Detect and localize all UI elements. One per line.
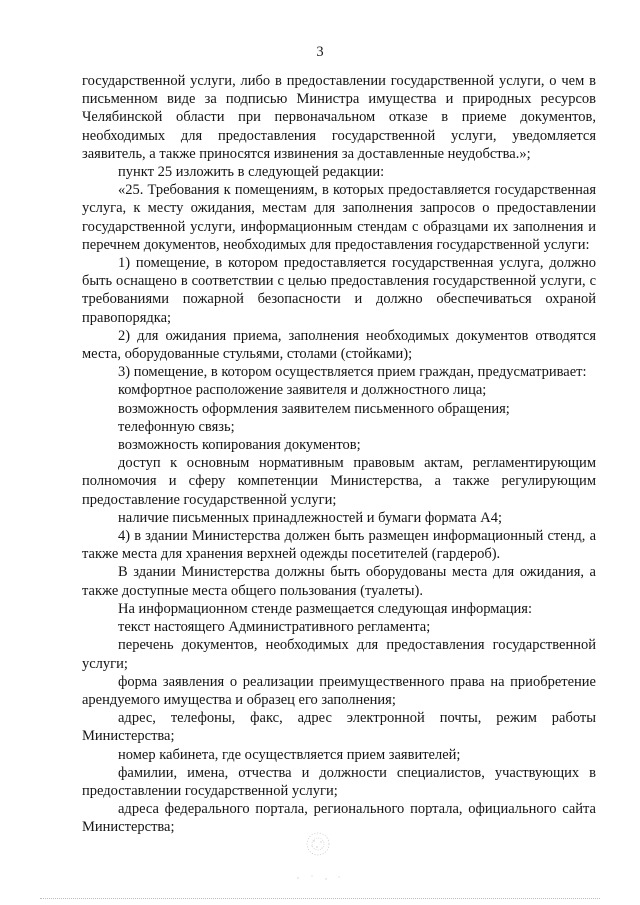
paragraph: пункт 25 изложить в следующей редакции: [118,164,385,181]
paragraph: 1) помещение, в котором предоставляется государственная услуга, должно быть оснащено в соответствии с целью предоставления государственной услуги, с требованиями пожарной безопасности и должно обеспечиваться охраной правопорядка; [82,255,596,326]
paragraph: «25. Требования к помещениям, в которых предоставляется государственная услуга, к месту ожидания, местам для заполнения запросов о предоставлении государственной услуги, информационным стендам с образцами их заполнения и перечнем документов, необходимых для предоставления государственной услуги: [82,182,596,253]
paragraph: текст настоящего Административного регламента; [118,619,431,636]
paragraph: возможность оформления заявителем письменного обращения; [118,400,510,417]
paragraph: 3) помещение, в котором осуществляется прием граждан, предусматривает: [118,364,587,381]
paragraph: перечень документов, необходимых для предоставления государственной услуги; [82,637,596,672]
paragraph: форма заявления о реализации преимущественного права на приобретение арендуемого имущества и образец его заполнения; [82,673,596,708]
paragraph: 4) в здании Министерства должен быть размещен информационный стенд, а также места для хранения верхней одежды посетителей (гардероб). [82,528,596,563]
page-number: 3 [316,44,324,60]
paragraph: номер кабинета, где осуществляется прием заявителей; [118,746,461,763]
paragraph: доступ к основным нормативным правовым актам, регламентирующим полномочия и сферу компетенции Министерства, а также регулирующим предоставление государственной услуги; [82,455,596,508]
page-edge-line [40,898,600,900]
paragraph: телефонную связь; [118,418,235,435]
paragraph: фамилии, имена, отчества и должности специалистов, участвующих в предоставлении государственной услуги; [82,764,596,799]
paragraph: государственной услуги, либо в предоставлении государственной услуги, о чем в письменном виде за подписью Министра имущества и природных ресурсов Челябинской области при первоначальном отказе в приеме документов, необходимых для предоставления государственной услуги, уведомляется заявитель, а также приносятся извинения за доставленные неудобства.»; [82,73,596,162]
faint-seal-stamp [301,829,335,859]
paragraph: наличие письменных принадлежностей и бумаги формата А4; [118,509,502,526]
paragraph: 2) для ожидания приема, заполнения необходимых документов отводятся места, оборудованные стульями, столами (стойками); [82,327,596,363]
paragraph: На информационном стенде размещается следующая информация: [118,600,533,617]
paragraph: адреса федерального портала, регионального портала, официального сайта Министерства; [82,801,596,836]
scan-artifact [290,868,350,888]
paragraph: комфортное расположение заявителя и должностного лица; [118,382,487,399]
paragraph: возможность копирования документов; [118,437,361,454]
document-body [82,72,596,837]
paragraph: адрес, телефоны, факс, адрес электронной почты, режим работы Министерства; [82,710,596,745]
paragraph: В здании Министерства должны быть оборудованы места для ожидания, а также доступные места общего пользования (туалеты). [82,564,596,599]
